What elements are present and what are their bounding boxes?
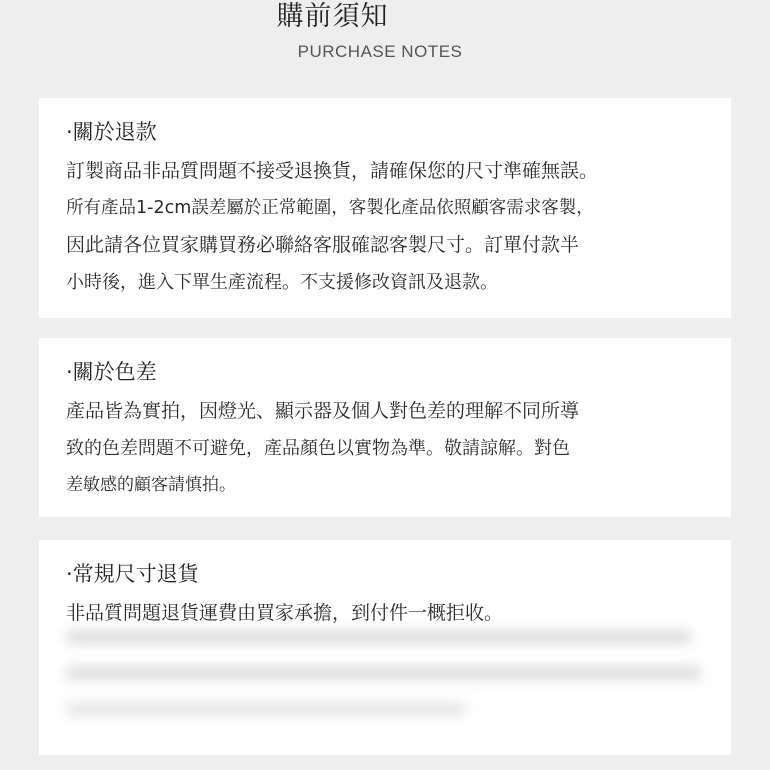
section-text-line: 所有產品1-2cm誤差屬於正常範圍，客製化產品依照顧客需求客製， <box>66 198 594 218</box>
section-text-line: 小時後，進入下單生產流程。不支援修改資訊及退款。 <box>66 272 498 293</box>
section-heading: ·關於退款 <box>66 120 157 144</box>
section-text-line: 致的色差問題不可避免，產品顏色以實物為準。敬請諒解。對色 <box>66 438 570 459</box>
section-heading: ·關於色差 <box>66 360 157 384</box>
page-header <box>0 0 770 90</box>
section-text-line: 非品質問題退貨運費由買家承擔，到付件一概拒收。 <box>66 602 504 624</box>
section-text-line: 因此請各位買家購買務必聯絡客服確認客製尺寸。訂單付款半 <box>66 234 580 256</box>
refund-section <box>39 98 731 318</box>
section-text-line: 訂製商品非品質問題不接受退換貨，請確保您的尺寸準確無誤。 <box>66 160 599 182</box>
color-difference-section <box>39 338 731 517</box>
blurred-text-area <box>66 630 706 750</box>
section-text-line: 差敏感的顧客請慎拍。 <box>66 475 236 495</box>
standard-size-return-section <box>39 540 731 755</box>
page-title: 購前須知 <box>276 1 389 32</box>
section-text-line: 產品皆為實拍，因燈光、顯示器及個人對色差的理解不同所導 <box>66 400 580 422</box>
section-heading: ·常規尺寸退貨 <box>66 562 199 586</box>
page-subtitle: PURCHASE NOTES <box>297 42 463 61</box>
